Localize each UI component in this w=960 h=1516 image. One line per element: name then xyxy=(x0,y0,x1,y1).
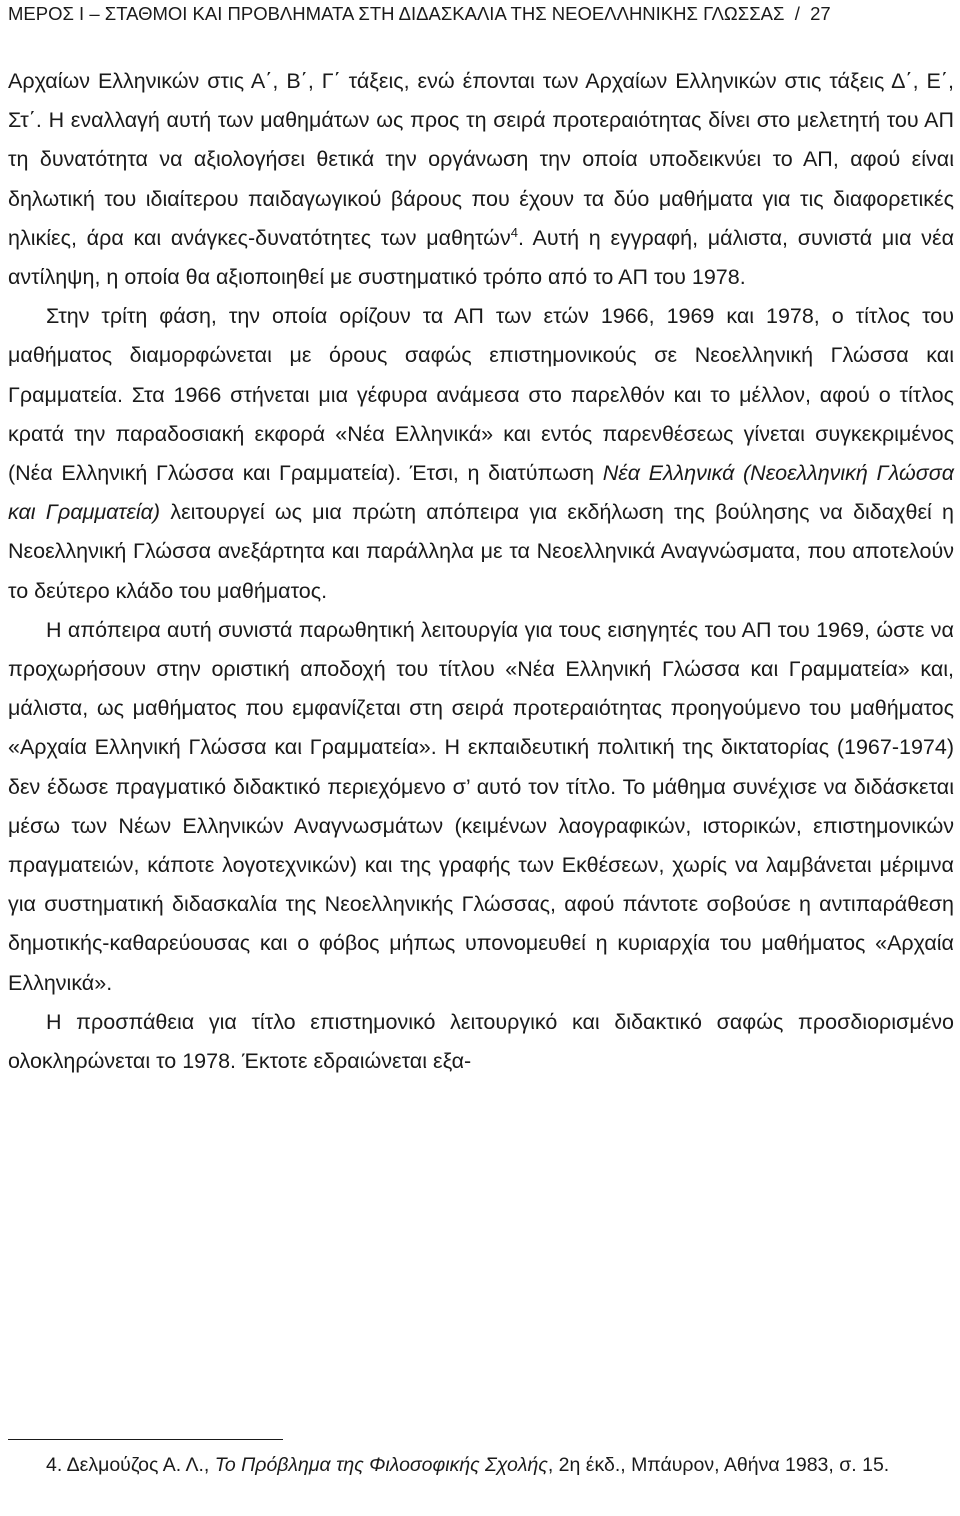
footnote-text xyxy=(8,1447,954,1483)
paragraph-2-text: Στην τρίτη φάση, την οποία ορίζουν τα ΑΠ των ετών 1966, 1969 και 1978, ο τίτλος του μαθήματος διαμορφώνεται με όρους σαφώς επιστημονικούς σε Νεοελληνική Γλώσσα και Γραμματεία. Στα 1966 στήνεται μια γέφυρα ανάμεσα στο παρελθόν και το μέλλον, αφού ο τίτλος κρατά την παραδοσιακή εκφορά «Νέα Ελληνικά» και εντός παρενθέσεως γίνεται συγκεκριμένος (Νέα Ελληνική Γλώσσα και Γραμματεία). Έτσι, η διατύπωση xyxy=(8,304,954,486)
running-title: ΜΕΡΟΣ Ι – ΣΤΑΘΜΟΙ ΚΑΙ ΠΡΟΒΛΗΜΑΤΑ ΣΤΗ ΔΙΔΑΣΚΑΛΙΑ ΤΗΣ ΝΕΟΕΛΛΗΝΙΚΗΣ ΓΛΩΣΣΑΣ xyxy=(8,3,785,24)
paragraph-1-text: Αρχαίων Ελληνικών στις Α΄, Β΄, Γ΄ τάξεις, ενώ έπονται των Αρχαίων Ελληνικών στις τάξεις Δ΄, Ε΄, Στ΄. Η εναλλαγή αυτή των μαθημάτων ως προς τη σειρά προτεραιότητας δίνει στο μελετητή του ΑΠ τη δυνατότητα να αξιολογήσει θετικά την οργάνωση την οποία υποδεικνύει το ΑΠ, αφού είναι δηλωτική του ιδιαίτερου παιδαγωγικού βάρους που έχουν τα δύο μαθήματα για τις διαφορετικές ηλικίες, άρα και ανάγκες-δυνατότητες των μαθητών xyxy=(8,69,954,250)
paragraph-4-text: Η προσπάθεια για τίτλο επιστημονικό λειτουργικό και διδακτικό σαφώς προσδιορισμένο ολοκληρώνεται το 1978. Έκτοτε εδραιώνεται εξα- xyxy=(8,1009,954,1074)
footnote-title: Το Πρόβλημα της Φιλοσοφικής Σχολής xyxy=(214,1454,548,1476)
paragraph-4 xyxy=(8,1003,954,1081)
paragraph-2-italic: Νέα Ελληνικά (Νεοελληνική Γλώσσα και Γραμματεία) xyxy=(8,461,954,525)
header-separator: / xyxy=(794,3,800,24)
page-number: 27 xyxy=(810,3,831,24)
running-header xyxy=(8,0,952,28)
footnote-author: Δελμούζος Α. Λ., xyxy=(66,1454,210,1476)
paragraph-2 xyxy=(8,297,954,611)
footnote-divider xyxy=(8,1439,283,1440)
paragraph-1-text-after: . Αυτή η εγγραφή, μάλιστα, συνιστά μια νέα αντίληψη, η οποία θα αξιοποιηθεί με συστηματικό τρόπο από το ΑΠ του 1978. xyxy=(8,225,954,290)
footnote-details: , 2η έκδ., Μπάυρον, Αθήνα 1983, σ. 15. xyxy=(547,1454,890,1476)
footnote-reference: 4 xyxy=(510,224,518,240)
body-text xyxy=(8,62,954,1081)
paragraph-2-text-after: λειτουργεί ως μια πρώτη απόπειρα για εκδήλωση της βούλησης να διδαχθεί η Νεοελληνική Γλώσσα ανεξάρτητα και παράλληλα με τα Νεοελληνικά Αναγνώσματα, που αποτελούν το δεύτερο κλάδο του μαθήματος. xyxy=(8,500,954,603)
paragraph-3 xyxy=(8,611,954,1003)
footnote-number: 4. xyxy=(46,1454,63,1476)
paragraph-3-text: Η απόπειρα αυτή συνιστά παρωθητική λειτουργία για τους εισηγητές του ΑΠ του 1969, ώστε να προχωρήσουν στην οριστική αποδοχή του τίτλου «Νέα Ελληνική Γλώσσα και Γραμματεία» και, μάλιστα, ως μαθήματος που εμφανίζεται στη σειρά προτεραιότητας προηγούμενο του μαθήματος «Αρχαία Ελληνική Γλώσσα και Γραμματεία». Η εκπαιδευτική πολιτική της δικτατορίας (1967-1974) δεν έδωσε πραγματικό διδακτικό περιεχόμενο σ’ αυτό τον τίτλο. Το μάθημα συνέχισε να διδάσκεται μέσω των Νέων Ελληνικών Αναγνωσμάτων (κειμένων λαογραφικών, ιστορικών, επιστημονικών πραγματειών, κάποτε λογοτεχνικών) και της γραφής των Εκθέσεων, χωρίς να λαμβάνεται μέριμνα για συστηματική διδασκαλία της Νεοελληνικής Γλώσσας, αφού πάντοτε σοβούσε η αντιπαράθεση δημοτικής-καθαρεύουσας και ο φόβος μήπως υπονομευθεί η κυριαρχία του μαθήματος «Αρχαία Ελληνικά». xyxy=(8,617,954,995)
paragraph-1 xyxy=(8,62,954,297)
footnote xyxy=(8,1447,954,1483)
